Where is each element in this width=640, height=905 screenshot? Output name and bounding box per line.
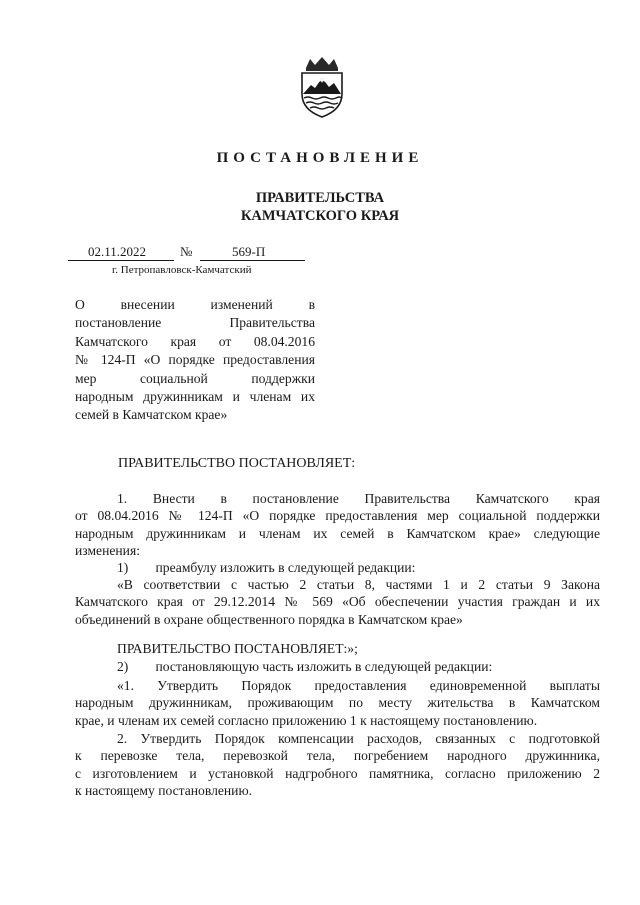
paragraph-line: крае, и членам их семей согласно приложению 1 к настоящему постановлению.: [75, 712, 538, 728]
paragraph-line: народным дружинникам и членам их семей в Камчатском крае» следующие: [75, 525, 600, 541]
number-underline: [200, 260, 305, 261]
authority-line-2: КАМЧАТСКОГО КРАЯ: [240, 208, 400, 224]
paragraph-line: ПРАВИТЕЛЬСТВО ПОСТАНОВЛЯЕТ:»;: [117, 641, 358, 656]
paragraph-line: изменения:: [75, 542, 140, 558]
date-underline: [68, 260, 174, 261]
paragraph-line: народным дружинникам, проживающим по месту жительства в Камчатском: [75, 695, 600, 711]
paragraph-7: [75, 730, 600, 799]
paragraph-line: к настоящему постановлению.: [75, 782, 253, 798]
subject-line: народным дружинникам и членам их: [75, 389, 315, 405]
document-kind-title: ПОСТАНОВЛЕНИЕ: [216, 150, 424, 166]
subject-line: О внесении изменений в: [75, 297, 315, 312]
paragraph-line: «1. Утвердить Порядок предоставления единовременной выплаты: [117, 678, 600, 693]
subject-line: № 124-П «О порядке предоставления: [75, 352, 315, 368]
paragraph-5: [75, 658, 600, 675]
decree-heading: ПРАВИТЕЛЬСТВО ПОСТАНОВЛЯЕТ:: [118, 456, 356, 471]
paragraph-6: [75, 677, 600, 729]
paragraph-line: 2) постановляющую часть изложить в следующей редакции:: [117, 659, 493, 674]
paragraph-2: [75, 559, 600, 576]
paragraph-1: [75, 490, 600, 559]
paragraph-line: 1. Внести в постановление Правительства Камчатского края: [117, 491, 600, 506]
issuing-authority: [0, 189, 640, 225]
paragraph-line: 2. Утвердить Порядок компенсации расходов, связанных с подготовкой: [117, 731, 600, 746]
number-sign: №: [180, 244, 193, 259]
paragraph-line: от 08.04.2016 № 124-П «О порядке предоставления мер социальной поддержки: [75, 508, 600, 524]
kamchatka-coat-of-arms-icon: [297, 56, 347, 118]
paragraph-line: с изготовлением и установкой надгробного памятника, согласно приложению 2: [75, 765, 600, 781]
document-number: 569-П: [232, 244, 266, 259]
paragraph-line: «В соответствии с частью 2 статьи 8, частями 1 и 2 статьи 9 Закона: [117, 577, 600, 592]
paragraph-line: к перевозке тела, перевозкой тела, погребением народного дружинника,: [75, 748, 600, 764]
authority-line-1: ПРАВИТЕЛЬСТВА: [255, 190, 385, 206]
document-date: 02.11.2022: [88, 244, 147, 259]
subject-line: семей в Камчатском крае»: [75, 407, 228, 423]
subject-line: мер социальной поддержки: [75, 370, 315, 386]
subject-line: Камчатского края от 08.04.2016: [75, 333, 315, 349]
paragraph-line: 1) преамбулу изложить в следующей редакции:: [117, 560, 416, 575]
paragraph-4: [75, 640, 600, 657]
paragraph-3: [75, 576, 600, 628]
subject-line: постановление Правительства: [75, 315, 315, 331]
document-city: г. Петропавловск-Камчатский: [112, 264, 252, 276]
document-subject: [75, 296, 315, 425]
paragraph-line: Камчатского края от 29.12.2014 № 569 «Об обеспечении участия граждан и их: [75, 594, 600, 610]
paragraph-line: объединений в охране общественного порядка в Камчатском крае»: [75, 611, 463, 627]
